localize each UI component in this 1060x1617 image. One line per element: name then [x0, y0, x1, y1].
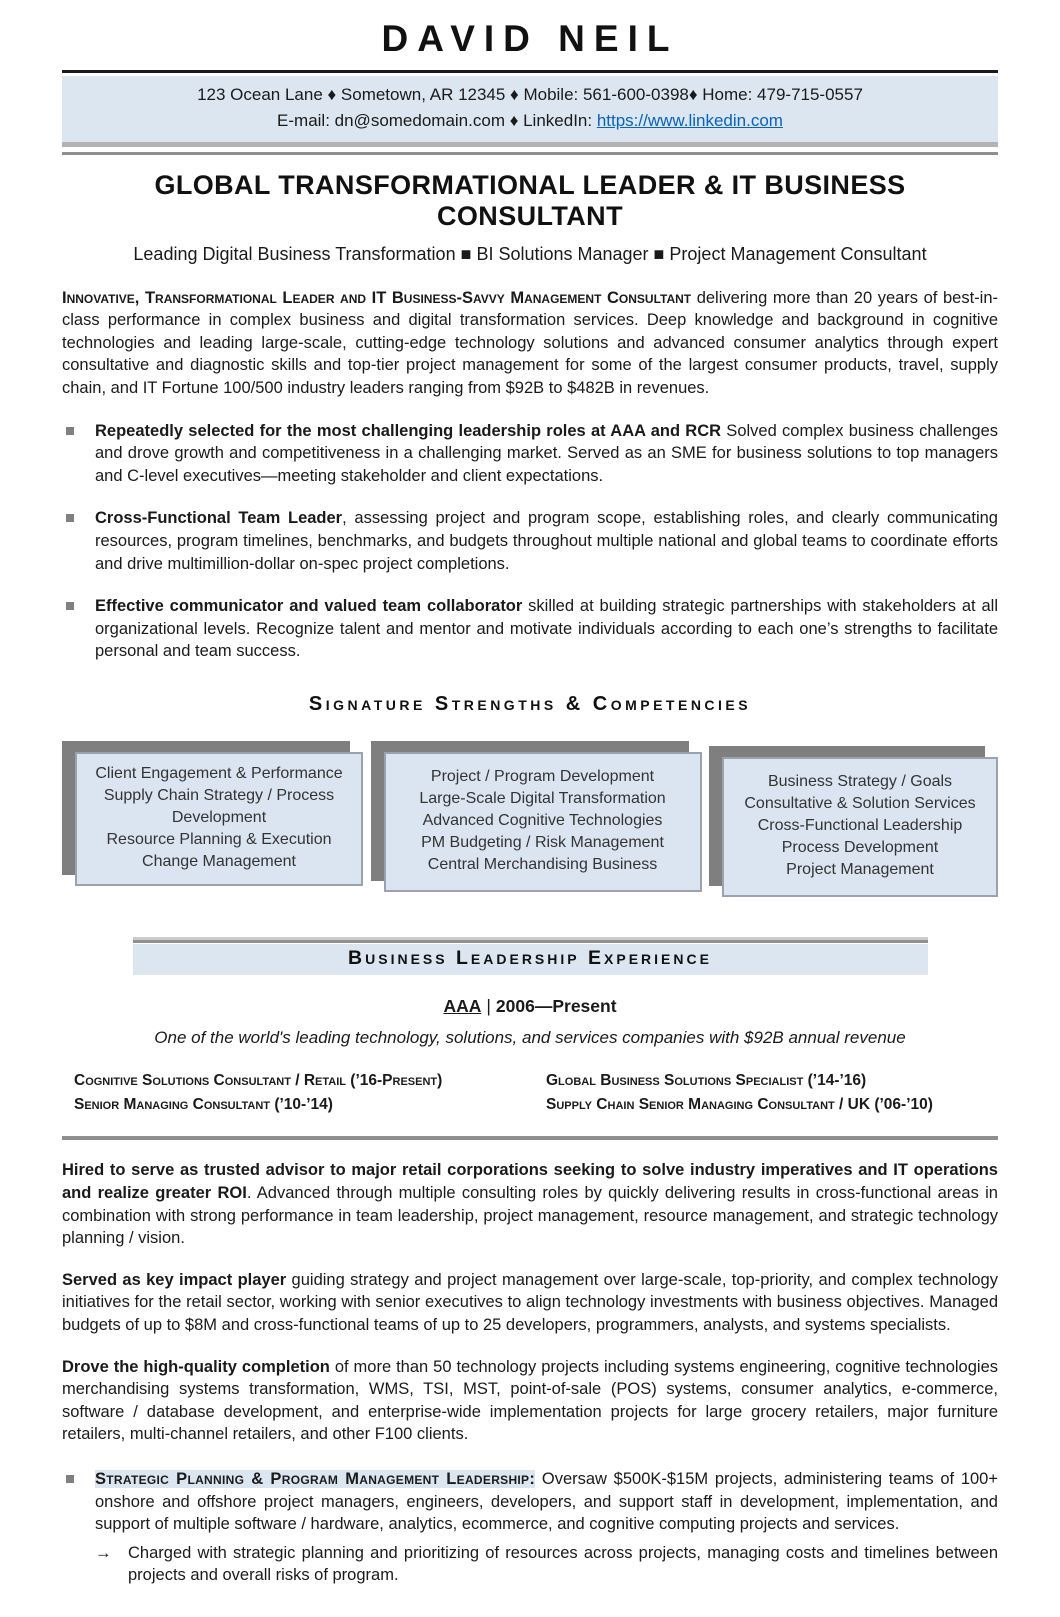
strategic-bullet-rest: Oversaw $500K-$15M projects, administering teams of 100+ onshore and offshore project managers, engineers, developers, and support staff in development, implementation, and support of multiple software / hardware, analytics, ecommerce, and cognitive computing projects and services.	[95, 1469, 998, 1534]
strategic-bullet-item	[62, 1468, 998, 1536]
role-title: Senior Managing Consultant (’10-’14)	[74, 1096, 333, 1114]
strengths-heading: Signature Strengths & Competencies	[308, 693, 752, 715]
summary-paragraph	[62, 287, 998, 400]
company-separator: |	[486, 996, 491, 1017]
bullet-square-icon	[66, 602, 74, 610]
summary-lead: Innovative, Transformational Leader and IT Business-Savvy Management Consultant	[62, 288, 692, 307]
headline: GLOBAL TRANSFORMATIONAL LEADER & IT BUSINESS CONSULTANT	[154, 169, 906, 231]
highlight-lead: Repeatedly selected for the most challenging leadership roles at AAA and RCR	[95, 421, 722, 440]
strength-line: Consultative & Solution Services	[744, 795, 976, 813]
company-tagline: One of the world's leading technology, solutions, and services companies with $92B annual revenue	[154, 1028, 906, 1048]
strength-line: Cross-Functional Leadership	[757, 817, 963, 835]
highlight-rest: , assessing project and program scope, establishing roles, and clearly communicating resources, program timelines, benchmarks, and budgets throughout multiple national and global teams to coordinate efforts and drive multimillion-dollar on-spec project completions.	[95, 509, 998, 573]
contact-bottom-divider	[62, 152, 998, 155]
highlight-item	[62, 595, 998, 663]
page-title: DAVID NEIL	[381, 18, 679, 59]
strength-line: Project Management	[786, 861, 934, 879]
strength-line: Resource Planning & Execution	[106, 831, 332, 849]
highlight-item	[62, 420, 998, 488]
roles-bottom-divider	[62, 1136, 998, 1140]
paragraph-rest: guiding strategy and project management over large-scale, top-priority, and complex technology initiatives for the retail sector, working with senior executives to align technology investments with business objectives. Managed budgets of up to $8M and cross-functional teams of up to 25 developers, programmers, analysts, and systems specialists.	[62, 1270, 998, 1334]
experience-paragraph	[62, 1269, 998, 1337]
contact-line-2-prefix: E-mail: dn@somedomain.com ♦ LinkedIn:	[277, 111, 597, 131]
roles-column-right	[536, 1069, 998, 1117]
contact-bar	[62, 76, 998, 147]
company-line	[62, 996, 998, 1017]
strength-line: Advanced Cognitive Technologies	[422, 812, 663, 830]
experience-heading: Business Leadership Experience	[133, 944, 928, 975]
highlight-item	[62, 507, 998, 575]
roles-column-left	[74, 1069, 536, 1117]
experience-section	[62, 937, 998, 975]
strength-line: Supply Chain Strategy / Process Development	[103, 787, 335, 827]
roles-row	[62, 1069, 998, 1117]
highlight-lead: Effective communicator and valued team collaborator	[95, 597, 523, 616]
paragraph-lead: Drove the high-quality completion	[62, 1357, 330, 1376]
strength-line: Large-Scale Digital Transformation	[419, 790, 666, 808]
sub-bullet-text: Charged with strategic planning and prioritizing of resources across projects, managing costs and timelines between projects and overall risks of program.	[128, 1543, 998, 1585]
summary-rest: delivering more than 20 years of best-in-class performance in complex business and digital transformation services. Deep knowledge and background in cognitive technologies and leading large-scale, cutting-edge technology solutions and advanced consumer analytics through expert consultative and diagnostic skills and top-tier project management for some of the largest consumer products, travel, supply chain, and IT Fortune 100/500 industry leaders ranging from $92B to $482B in revenues.	[62, 288, 998, 398]
experience-paragraph	[62, 1159, 998, 1249]
strength-line: Change Management	[142, 853, 296, 871]
strengths-box-1	[75, 752, 363, 886]
strengths-box-2	[384, 752, 702, 892]
highlight-lead: Cross-Functional Team Leader	[95, 509, 343, 528]
highlight-rest: skilled at building strategic partnerships with stakeholders at all organizational levels. Recognize talent and mentor and motivate individuals according to each one’s strengths to facilitate personal and team success.	[95, 597, 998, 661]
bullet-square-icon	[66, 427, 74, 435]
highlight-list	[62, 420, 998, 663]
paragraph-lead: Served as key impact player	[62, 1270, 287, 1289]
bullet-square-icon	[66, 1475, 74, 1483]
paragraph-lead: Hired to serve as trusted advisor to major retail corporations seeking to solve industry imperatives and IT operations and realize greater ROI	[62, 1161, 998, 1203]
role-title: Global Business Solutions Specialist (’14-’16)	[546, 1072, 867, 1090]
contact-line-2	[62, 108, 998, 134]
arrow-right-icon: →	[95, 1543, 112, 1562]
strengths-box-3	[722, 757, 998, 897]
experience-heading-divider	[133, 937, 928, 943]
bullet-square-icon	[66, 514, 74, 522]
linkedin-link[interactable]: https://www.linkedin.com	[596, 111, 783, 131]
highlight-rest: Solved complex business challenges and drove growth and competitiveness in a challenging market. Served as an SME for business solutions to top managers and C-level executives—meeting stakeholder and client expectations.	[95, 421, 998, 485]
role-title: Cognitive Solutions Consultant / Retail (’16-Present)	[74, 1072, 443, 1090]
strength-line: Client Engagement & Performance	[95, 765, 343, 782]
strategic-bullet-list	[62, 1468, 998, 1587]
role-title: Supply Chain Senior Managing Consultant / UK (’06-’10)	[546, 1096, 933, 1114]
subtitle: Leading Digital Business Transformation ■ BI Solutions Manager ■ Project Management Consultant	[133, 243, 927, 264]
strategic-bullet-lead: Strategic Planning & Program Management Leadership:	[95, 1469, 536, 1488]
strengths-boxes	[62, 752, 998, 897]
strength-line: Business Strategy / Goals	[767, 773, 953, 790]
strength-line: PM Budgeting / Risk Management	[421, 834, 664, 852]
name-divider	[62, 70, 998, 73]
contact-line-1: 123 Ocean Lane ♦ Sometown, AR 12345 ♦ Mobile: 561-600-0398♦ Home: 479-715-0557	[197, 85, 863, 104]
strategic-sub-bullet	[62, 1542, 998, 1587]
company-name: AAA	[443, 996, 482, 1017]
strength-line: Project / Program Development	[430, 768, 655, 785]
strength-line: Process Development	[781, 839, 939, 857]
paragraph-rest: of more than 50 technology projects including systems engineering, cognitive technologies merchandising systems transformation, WMS, TSI, MST, point-of-sale (POS) systems, consumer analytics, e-commerce, software / database development, and enterprise-wide implementation projects for large grocery retailers, major furniture retailers, multi-channel retailers, and other F100 clients.	[62, 1357, 998, 1444]
strength-line: Central Merchandising Business	[427, 856, 658, 874]
paragraph-rest: . Advanced through multiple consulting roles by quickly delivering results in cross-functional areas in combination with strong performance in team leadership, project management, resource management, and strategic technology planning / vision.	[62, 1184, 998, 1248]
company-dates: 2006—Present	[495, 996, 617, 1017]
